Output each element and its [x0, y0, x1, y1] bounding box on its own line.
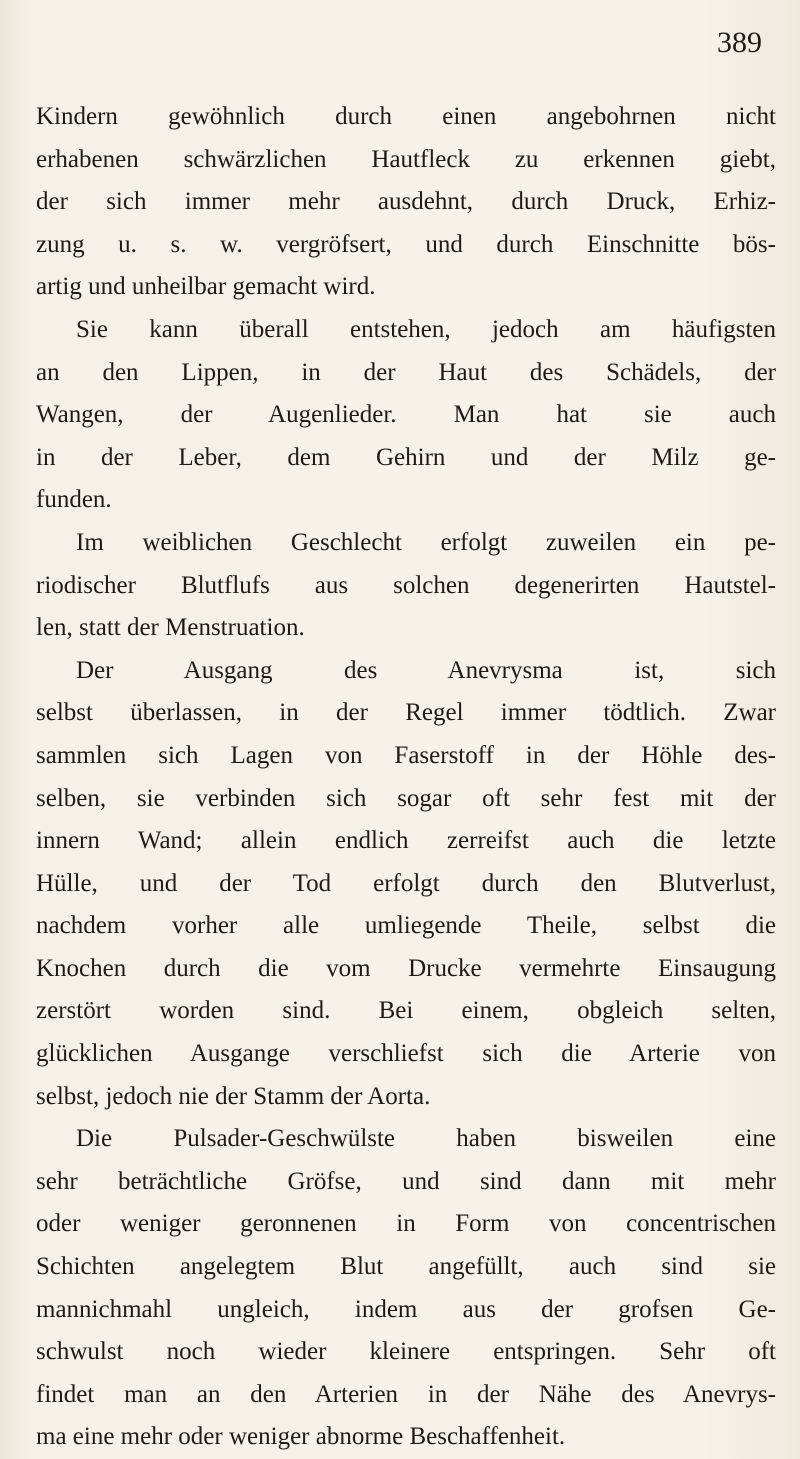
text-line: Im weiblichen Geschlecht erfolgt zuweilen ein pe- — [76, 528, 776, 556]
text-line: sehr beträchtliche Gröfse, und sind dann mit mehr — [36, 1167, 776, 1195]
text-line: riodischer Blutflufs aus solchen degenerirten Hautstel- — [36, 571, 776, 599]
text-line: schwulst noch wieder kleinere entspringen. Sehr oft — [36, 1338, 776, 1366]
text-line: selbst, jedoch nie der Stamm der Aorta. — [36, 1082, 431, 1110]
text-line: oder weniger geronnenen in Form von concentrischen — [36, 1210, 776, 1238]
text-line: artig und unheilbar gemacht wird. — [36, 273, 376, 301]
text-line: funden. — [36, 486, 112, 514]
text-line: len, statt der Menstruation. — [36, 614, 305, 642]
text-line: Wangen, der Augenlieder. Man hat sie auch — [36, 401, 776, 429]
text-line: Schichten angelegtem Blut angefüllt, auch sind sie — [36, 1253, 776, 1281]
text-line: sammlen sich Lagen von Faserstoff in der Höhle des- — [36, 741, 776, 769]
text-line: Sie kann überall entstehen, jedoch am häufigsten — [76, 315, 776, 343]
text-line: Knochen durch die vom Drucke vermehrte Einsaugung — [36, 954, 776, 982]
text-line: glücklichen Ausgange verschliefst sich die Arterie von — [36, 1040, 776, 1068]
body-text — [36, 96, 776, 1459]
text-line: findet man an den Arterien in der Nähe des Anevrys- — [36, 1380, 776, 1408]
text-line: ma eine mehr oder weniger abnorme Beschaffenheit. — [36, 1423, 566, 1451]
text-line: Die Pulsader-Geschwülste haben bisweilen eine — [76, 1125, 776, 1153]
text-line: mannichmahl ungleich, indem aus der grofsen Ge- — [36, 1295, 776, 1323]
text-line: zerstört worden sind. Bei einem, obgleich selten, — [36, 997, 776, 1025]
text-line: in der Leber, dem Gehirn und der Milz ge- — [36, 443, 776, 471]
text-line: innern Wand; allein endlich zerreifst auch die letzte — [36, 827, 776, 855]
page-number: 389 — [717, 26, 762, 59]
text-line: Der Ausgang des Anevrysma ist, sich — [76, 656, 776, 684]
text-line: selben, sie verbinden sich sogar oft sehr fest mit der — [36, 784, 776, 812]
text-line: nachdem vorher alle umliegende Theile, selbst die — [36, 912, 776, 940]
text-line: der sich immer mehr ausdehnt, durch Druck, Erhiz- — [36, 188, 776, 216]
text-line: an den Lippen, in der Haut des Schädels, der — [36, 358, 776, 386]
text-line: selbst überlassen, in der Regel immer tödtlich. Zwar — [36, 699, 776, 727]
text-line: zung u. s. w. vergröfsert, und durch Einschnitte bös- — [36, 230, 776, 258]
text-line: Kindern gewöhnlich durch einen angebohrnen nicht — [36, 103, 776, 130]
text-line: Hülle, und der Tod erfolgt durch den Blutverlust, — [36, 869, 776, 897]
text-line: erhabenen schwärzlichen Hautfleck zu erkennen giebt, — [36, 145, 776, 173]
